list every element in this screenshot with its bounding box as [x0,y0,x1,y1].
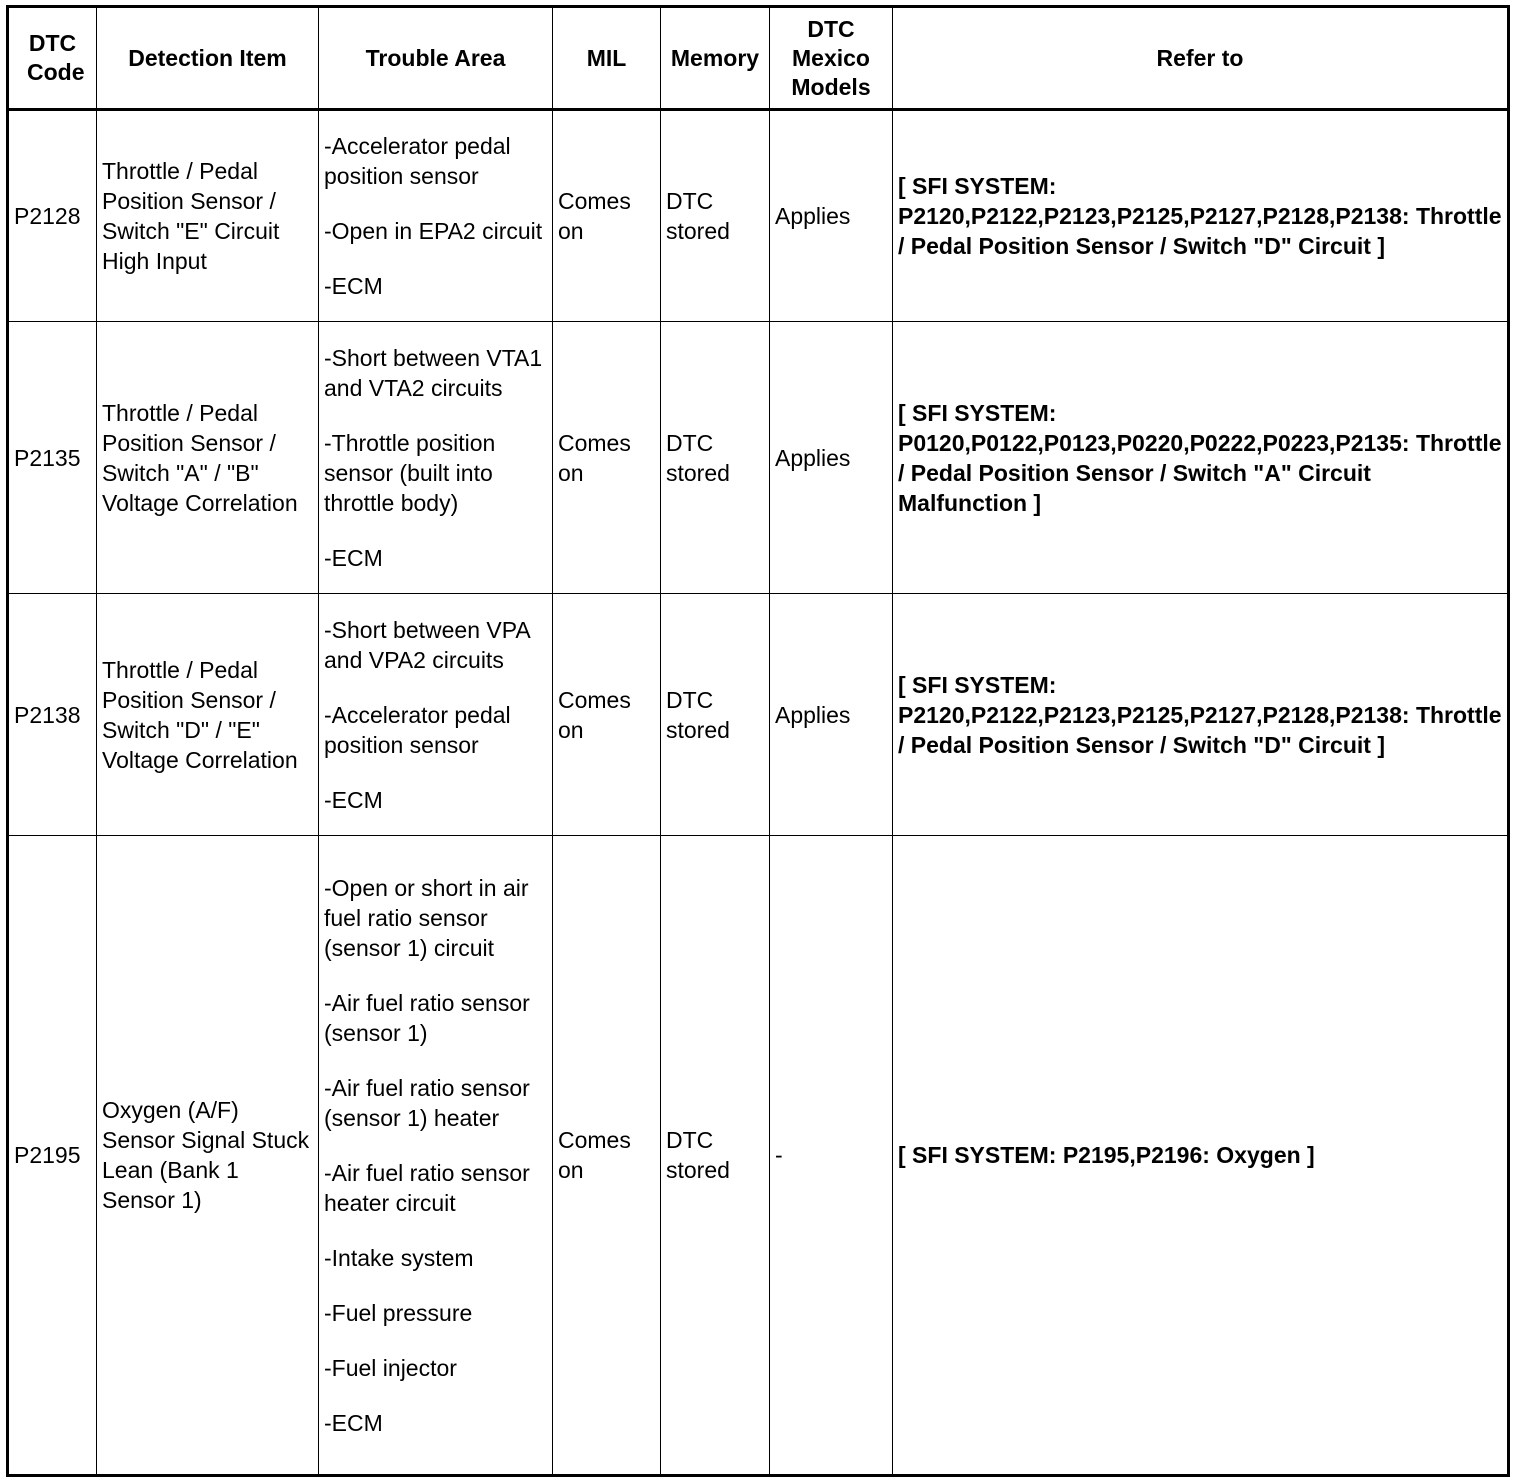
refer-to-cell: [ SFI SYSTEM: P0120,P0122,P0123,P0220,P0222,P0223,P2135: Throttle / Pedal Position Sensor / Switch "A" Circuit Malfunction ] [893,322,1509,594]
memory-cell: DTC stored [661,594,770,836]
trouble-area-cell [319,322,553,594]
trouble-area-item: -Accelerator pedal position sensor [324,133,511,189]
trouble-area-item: -Air fuel ratio sensor (sensor 1) [324,989,530,1046]
mil-cell: Comes on [553,110,661,322]
refer-to-cell: [ SFI SYSTEM: P2195,P2196: Oxygen ] [893,836,1509,1476]
trouble-area-item: -Intake system [324,1244,474,1271]
table-row [8,594,1509,836]
trouble-area-cell [319,110,553,322]
trouble-area-item: -ECM [324,273,383,299]
header-trouble-area: Trouble Area [319,7,553,110]
mexico-models-cell: Applies [770,110,893,322]
header-refer-to: Refer to [893,7,1509,110]
table-row [8,322,1509,594]
refer-to-cell: [ SFI SYSTEM: P2120,P2122,P2123,P2125,P2127,P2128,P2138: Throttle / Pedal Position Sensor / Switch "D" Circuit ] [893,110,1509,322]
header-row [8,7,1509,110]
memory-cell: DTC stored [661,322,770,594]
header-memory: Memory [661,7,770,110]
trouble-area-item: -Short between VTA1 and VTA2 circuits [324,344,543,401]
trouble-area-item: -Throttle position sensor (built into throttle body) [324,429,496,516]
mexico-models-cell: Applies [770,594,893,836]
trouble-area-cell [319,836,553,1476]
mil-cell: Comes on [553,322,661,594]
trouble-area-item: -ECM [324,544,383,571]
dtc-code-cell: P2195 [8,836,97,1476]
mexico-models-cell: - [770,836,893,1476]
refer-to-cell: [ SFI SYSTEM: P2120,P2122,P2123,P2125,P2127,P2128,P2138: Throttle / Pedal Position Sensor / Switch "D" Circuit ] [893,594,1509,836]
mil-cell: Comes on [553,836,661,1476]
trouble-area-item: -ECM [324,1409,383,1436]
detection-item-cell: Oxygen (A/F) Sensor Signal Stuck Lean (Bank 1 Sensor 1) [97,836,319,1476]
trouble-area-item: -Fuel pressure [324,1299,473,1326]
trouble-area-item: -Open or short in air fuel ratio sensor (sensor 1) circuit [324,874,529,961]
trouble-area-item: -Accelerator pedal position sensor [324,701,511,758]
dtc-table [6,5,1510,1477]
header-dtc-mexico-models: DTC Mexico Models [770,7,893,110]
dtc-code-cell: P2135 [8,322,97,594]
dtc-table-page [6,5,1507,1474]
dtc-code-cell: P2128 [8,110,97,322]
trouble-area-item: -Air fuel ratio sensor heater circuit [324,1159,530,1216]
detection-item-cell: Throttle / Pedal Position Sensor / Switch "D" / "E" Voltage Correlation [97,594,319,836]
detection-item-cell: Throttle / Pedal Position Sensor / Switch "A" / "B" Voltage Correlation [97,322,319,594]
mexico-models-cell: Applies [770,322,893,594]
memory-cell: DTC stored [661,836,770,1476]
table-row [8,110,1509,322]
trouble-area-item: -Open in EPA2 circuit [324,218,543,244]
trouble-area-item: -Fuel injector [324,1354,457,1381]
trouble-area-item: -ECM [324,786,383,813]
header-dtc-code: DTC Code [8,7,97,110]
dtc-code-cell: P2138 [8,594,97,836]
header-detection-item: Detection Item [97,7,319,110]
memory-cell: DTC stored [661,110,770,322]
detection-item-cell: Throttle / Pedal Position Sensor / Switch "E" Circuit High Input [97,110,319,322]
trouble-area-cell [319,594,553,836]
header-mil: MIL [553,7,661,110]
mil-cell: Comes on [553,594,661,836]
trouble-area-item: -Air fuel ratio sensor (sensor 1) heater [324,1074,530,1131]
trouble-area-item: -Short between VPA and VPA2 circuits [324,616,530,673]
table-row [8,836,1509,1476]
